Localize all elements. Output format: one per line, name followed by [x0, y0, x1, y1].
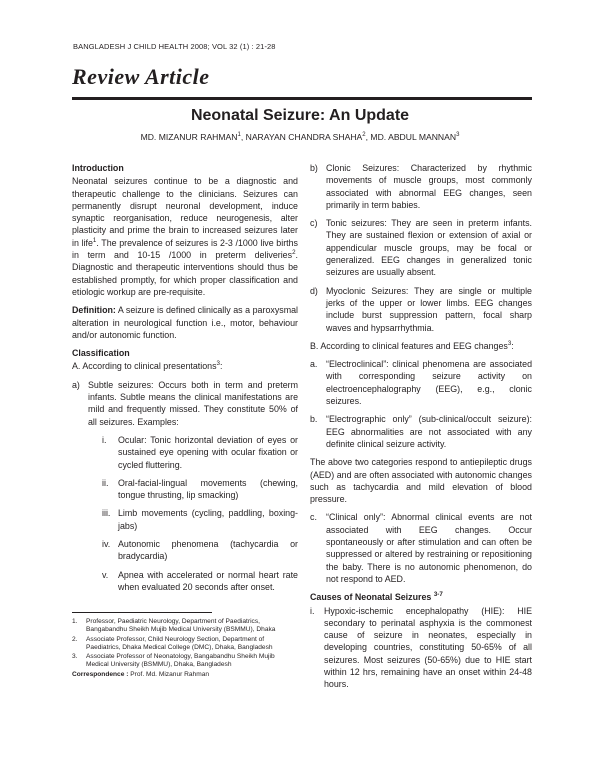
list-item-electrographic [310, 413, 532, 450]
text-run: : [220, 361, 223, 372]
list-text: “Clinical only”: Abnormal clinical events are not associated with EEG changes. Occur spontaneously or after stimulation and can often be suppressed or altered by restraining or repositioning the baby. There is no autonomic phenomenon, do not respond to AED. [326, 512, 532, 584]
list-text: Hypoxic-ischemic encephalopathy (HIE): HIE secondary to perinatal asphyxia is the commonest cause of seizure in neonates, especially in developing countries, constituting 50-65% of all seizures. Most seizures (50-65%) due to HIE start within 12 hrs, remaining have an onset within 24-48 hours. [324, 605, 532, 690]
correspondence-text: Prof. Md. Mizanur Rahman [128, 670, 210, 678]
footnote [72, 636, 298, 653]
list-label: a) [72, 379, 80, 390]
header-rule [72, 97, 532, 100]
footnote [72, 618, 298, 635]
text-run: A. According to clinical presentations [72, 361, 217, 372]
list-item-subtle [72, 379, 298, 428]
text-run: Causes of Neonatal Seizures [310, 592, 432, 603]
list-label: v. [102, 569, 109, 580]
text-run: B. According to clinical features and EEG changes [310, 340, 508, 351]
text-run: Neonatal seizures continue to be a diagnostic and therapeutic challenge to the clinicians. Seizures can permanently disrupt neuronal development, induce synaptic reorganisation, reduce neurogenesis, alter plasticity and prime the brain to increased seizures later in life [72, 176, 298, 248]
list-label: c) [310, 218, 318, 229]
author-name: MD. MIZANUR RAHMAN [140, 132, 238, 142]
footnote-text: Associate Professor of Neonatology, Bangabandhu Sheikh Mujib Medical University (BSMMU), Dhaka, Bangladesh [86, 653, 275, 669]
list-item-electroclinical [310, 358, 532, 407]
text-run: : [511, 340, 514, 351]
list-label: iv. [102, 539, 111, 550]
article-title: Neonatal Seizure: An Update [190, 107, 410, 124]
section-heading: Review Article [72, 64, 210, 89]
list-item [102, 477, 298, 502]
footnote-rule [72, 612, 212, 613]
list-label: b. [310, 414, 318, 425]
list-label: c. [310, 512, 317, 523]
affiliation-mark: 1 [237, 132, 241, 139]
footnote-number: 3. [72, 653, 78, 661]
list-label: iii. [102, 508, 111, 519]
introduction-paragraph [72, 175, 298, 298]
definition-paragraph [72, 304, 298, 341]
footnote-number: 2. [72, 635, 78, 643]
footnote-text: Associate Professor, Child Neurology Section, Department of Paediatrics, Dhaka Medical College (DMC), Dhaka, Bangladesh [86, 635, 273, 651]
causes-heading [310, 591, 532, 603]
list-item-tonic [310, 217, 532, 278]
list-text: Limb movements (cycling, paddling, boxing-jabs) [118, 508, 298, 531]
correspondence [72, 671, 298, 679]
definition-label: Definition: [72, 305, 116, 316]
list-text: Clonic Seizures: Characterized by rhythmic movements of muscle groups, most commonly associated with abnormal EEG changes, seen primarily in term babies. [326, 163, 532, 210]
subtle-examples-list [102, 434, 298, 593]
list-item [102, 507, 298, 532]
list-label: d) [310, 285, 318, 296]
text-run: . Diagnostic and therapeutic interventions should thus be established promptly, for which proper classification and etiologic workup are pre-requisite. [72, 250, 298, 297]
text-run: . The prevalence of seizures is 2-3 /1000 live births in term and 10-15 /1000 in preterm deliveries [72, 237, 298, 261]
list-item [102, 434, 298, 471]
above-categories-paragraph: The above two categories respond to antiepileptic drugs (AED) and are often associated with autonomic changes such as tachycardia and mild elevation of blood pressure. [310, 457, 532, 505]
journal-citation: BANGLADESH J CHILD HEALTH 2008; VOL 32 (1) : 21-28 [73, 42, 276, 51]
list-label: b) [310, 163, 318, 173]
left-column [72, 162, 298, 599]
affiliation-mark: 3 [456, 132, 460, 139]
list-label: i. [310, 605, 315, 616]
list-item-clinical-only [310, 511, 532, 585]
list-text: Tonic seizures: They are seen in preterm infants. They are sustained flexion or extension of axial or appendicular muscle groups, may be focal or generalized. EEG changes in generalized tonic seizures are usually absent. [326, 218, 532, 278]
list-text: “Electroclinical”: clinical phenomena are associated with corresponding seizure activity on electroencephalography (EEG), e.g., clonic seizures. [326, 359, 532, 407]
list-text: Autonomic phenomena (tachycardia or bradycardia) [118, 539, 298, 562]
list-item [102, 538, 298, 563]
list-text: Myoclonic Seizures: They are single or multiple jerks of the upper or lower limbs. EEG changes include burst suppression pattern, focal sharp waves and hypsarrhythmia. [326, 285, 532, 333]
list-item [102, 569, 298, 594]
list-text: Ocular: Tonic horizontal deviation of eyes or sustained eye opening with ocular fixation or cycled fluttering. [118, 434, 298, 470]
classification-b-line [310, 340, 532, 352]
footnotes [72, 618, 298, 679]
author-name: , MD. ABDUL MANNAN [365, 132, 457, 142]
list-text: Oral-facial-lingual movements (chewing, tongue thrusting, lip smacking) [118, 477, 298, 501]
list-label: a. [310, 359, 318, 370]
footnote-number: 1. [72, 618, 78, 625]
list-item-myoclonic [310, 285, 532, 334]
list-item-hie [310, 605, 532, 691]
introduction-heading: Introduction [72, 163, 124, 173]
list-text: “Electrographic only” (sub-clinical/occult seizure): EEG abnormalities are not associated with any definite clinical seizure activity. [326, 414, 532, 449]
citation-mark: 1 [92, 236, 97, 244]
classification-a-line [72, 360, 298, 372]
list-label: i. [102, 434, 107, 445]
correspondence-label: Correspondence : [72, 670, 129, 678]
list-label: ii. [102, 477, 109, 488]
author-name: , NARAYAN CHANDRA SHAHA [240, 132, 363, 142]
list-text: Subtle seizures: Occurs both in term and preterm infants. Subtle means the clinical manifestations are mild and frequently missed. They constitute 50% of all seizures. Examples: [88, 379, 298, 427]
author-line [0, 132, 600, 142]
citation-mark: 3 [216, 360, 221, 368]
classification-heading: Classification [72, 348, 130, 359]
citation-mark: 3 [507, 339, 512, 347]
affiliation-mark: 2 [362, 132, 366, 139]
right-column [310, 162, 532, 697]
citation-mark: 2 [292, 249, 296, 257]
citation-mark: 3-7 [433, 591, 443, 599]
footnote [72, 653, 298, 670]
footnote-text: Professor, Paediatric Neurology, Department of Paediatrics, Bangabandhu Sheikh Mujib Medical University (BSMMU), Dhaka [86, 618, 276, 634]
definition-text: A seizure is defined clinically as a paroxysmal alteration in neurological function i.e., motor, behaviour and/or autonomic function. [72, 305, 298, 340]
list-item-clonic [310, 162, 532, 211]
list-text: Apnea with accelerated or normal heart rate when evaluated 20 seconds after onset. [118, 569, 298, 592]
